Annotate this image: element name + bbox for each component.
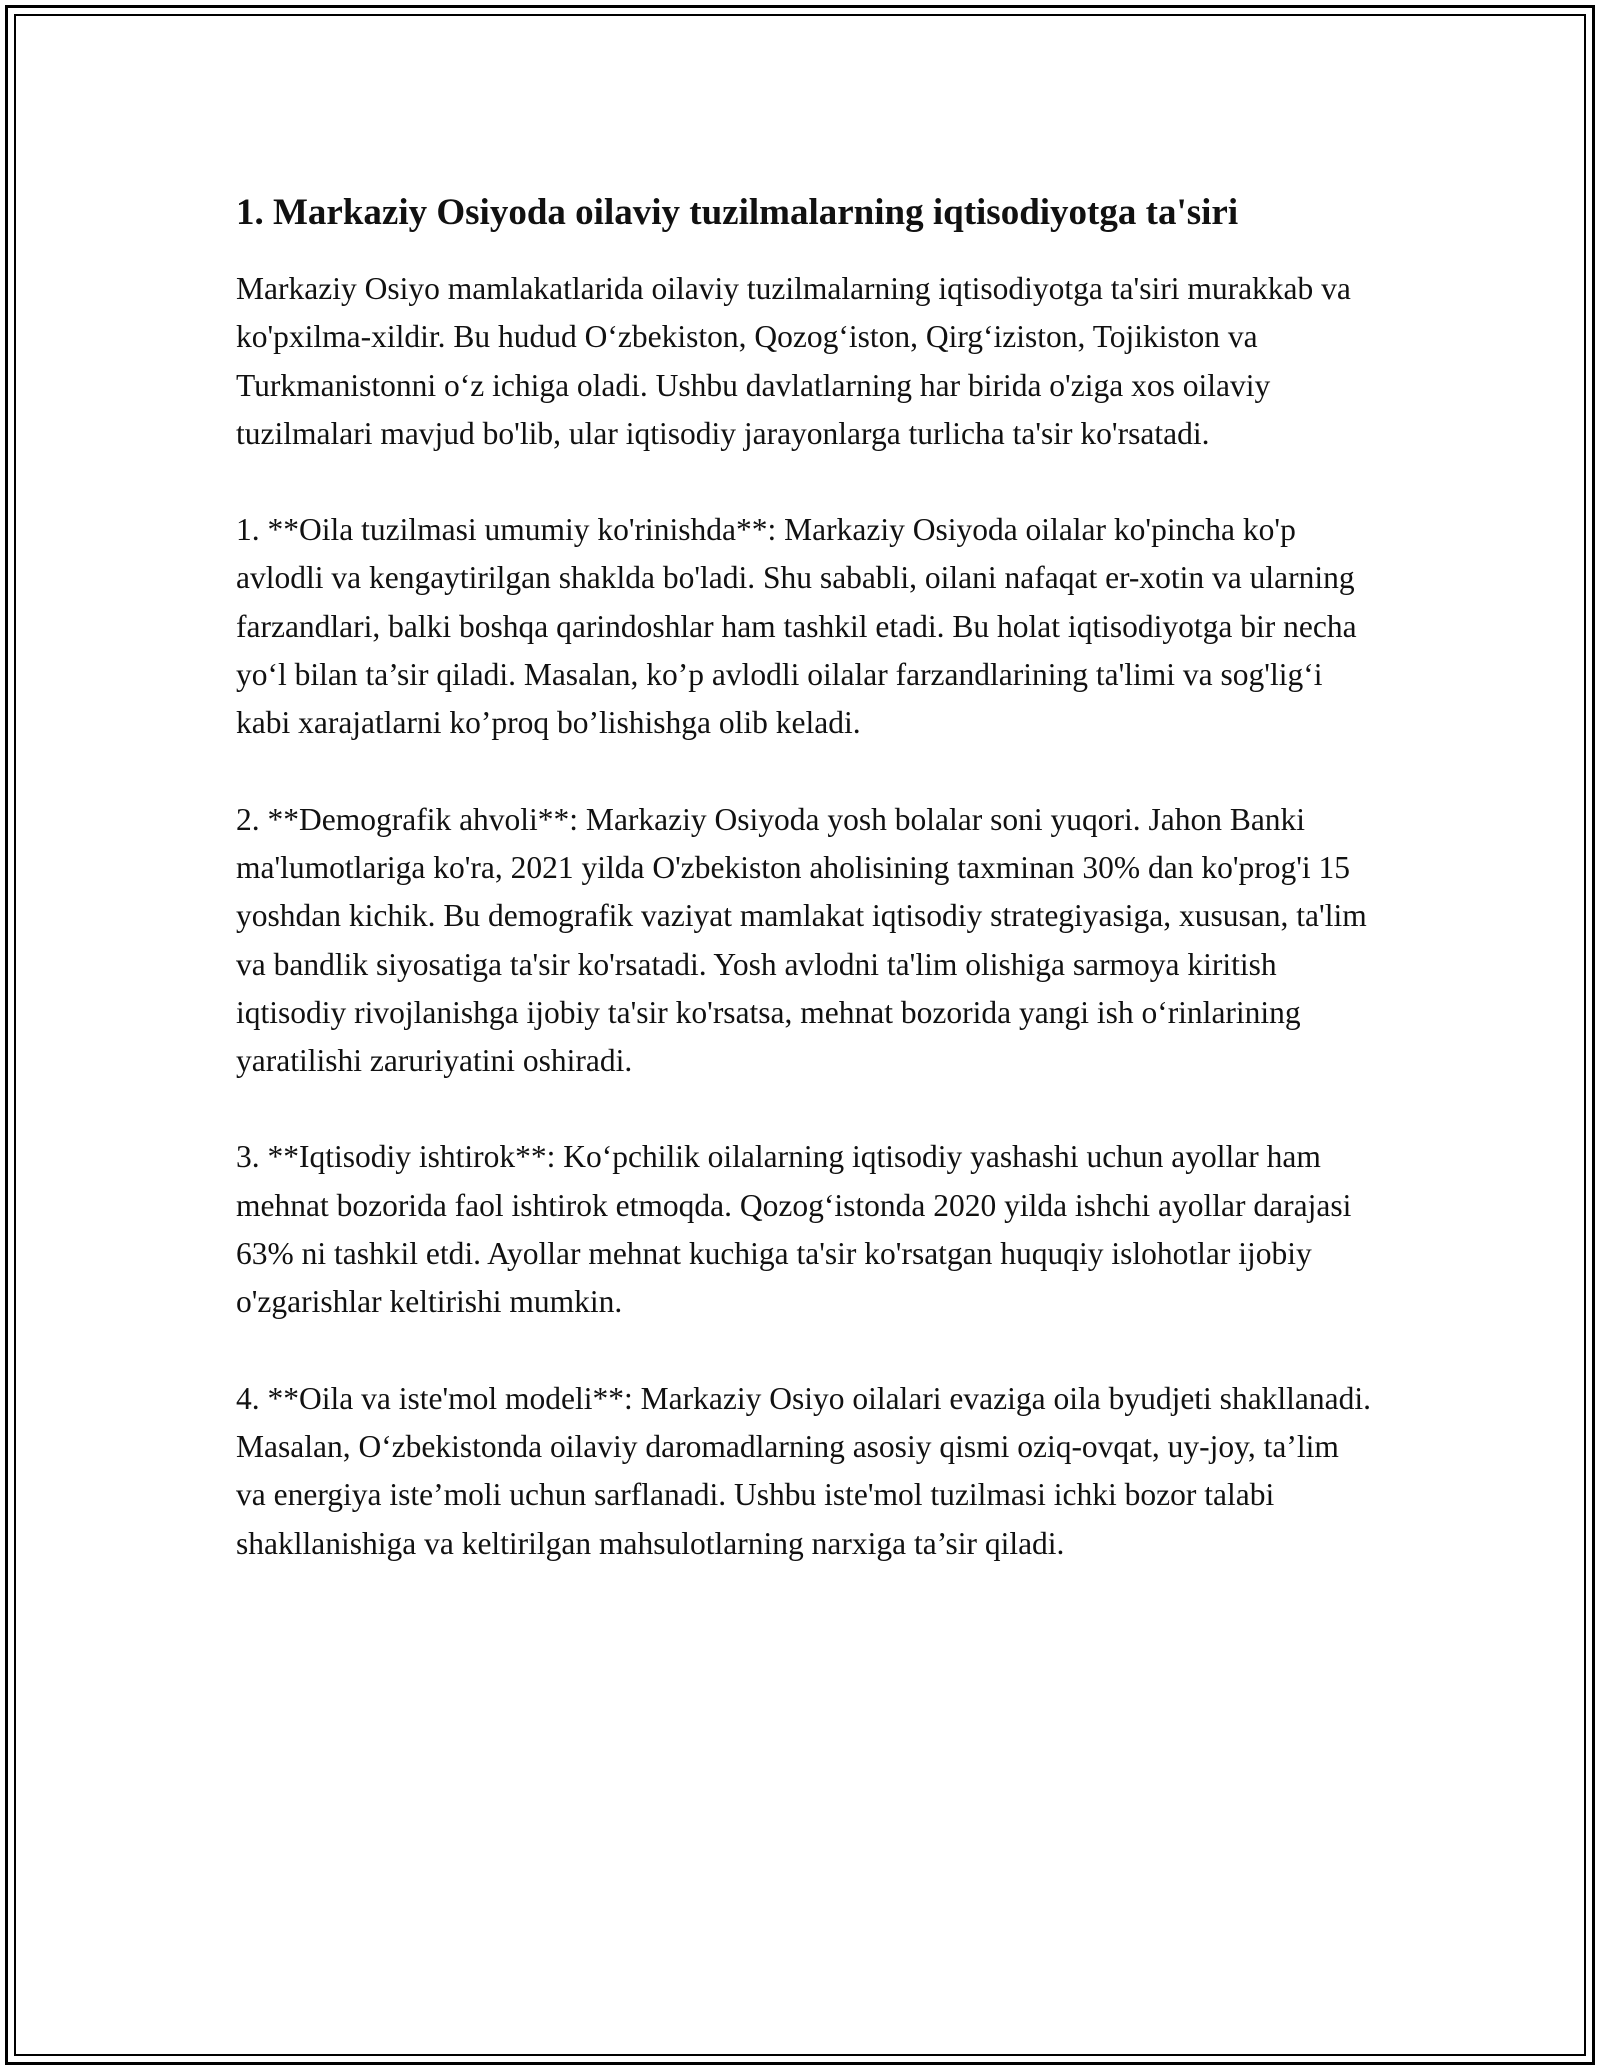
paragraph-family-structure: 1. **Oila tuzilmasi umumiy ko'rinishda**: Markaziy Osiyoda oilalar ko'pincha ko'p avlodli va kengaytirilgan shaklda bo'ladi. Shu sababli, oilani nafaqat er-xotin va ularning farzandlari, balki boshqa qarindoshlar ham tashkil etadi. Bu holat iqtisodiyotga bir necha yo‘l bilan ta’sir qiladi. Masalan, ko’p avlodli oilalar farzandlarining ta'limi va sog'lig‘i kabi xarajatlarni ko’proq bo’lishishga olib keladi. <box>236 512 1357 741</box>
document-body <box>236 186 1372 1616</box>
document-title: 1. Markaziy Osiyoda oilaviy tuzilmalarning iqtisodiyotga ta'siri <box>236 192 1239 233</box>
paragraph-economic-participation: 3. **Iqtisodiy ishtirok**: Ko‘pchilik oilalarning iqtisodiy yashashi uchun ayollar ham mehnat bozorida faol ishtirok etmoqda. Qozog‘istonda 2020 yilda ishchi ayollar darajasi 63% ni tashkil etdi. Ayollar mehnat kuchiga ta'sir ko'rsatgan huquqiy islohotlar ijobiy o'zgarishlar keltirishi mumkin. <box>236 1139 1352 1320</box>
paragraph-consumption-model: 4. **Oila va iste'mol modeli**: Markaziy Osiyo oilalari evaziga oila byudjeti shakllanadi. Masalan, O‘zbekistonda oilaviy daromadlarning asosiy qismi oziq-ovqat, uy-joy, ta’lim va energiya iste’moli uchun sarflanadi. Ushbu iste'mol tuzilmasi ichki bozor talabi shakllanishiga va keltirilgan mahsulotlarning narxiga ta’sir qiladi. <box>236 1380 1372 1561</box>
paragraph-demographics: 2. **Demografik ahvoli**: Markaziy Osiyoda yosh bolalar soni yuqori. Jahon Banki ma'lumotlariga ko'ra, 2021 yilda O'zbekiston aholisining taxminan 30% dan ko'prog'i 15 yoshdan kichik. Bu demografik vaziyat mamlakat iqtisodiy strategiyasiga, xususan, ta'lim va bandlik siyosatiga ta'sir ko'rsatadi. Yosh avlodni ta'lim olishiga sarmoya kiritish iqtisodiy rivojlanishga ijobiy ta'sir ko'rsatsa, mehnat bozorida yangi ish o‘rinlarining yaratilishi zaruriyatini oshiradi. <box>236 801 1367 1079</box>
intro-paragraph: Markaziy Osiyo mamlakatlarida oilaviy tuzilmalarning iqtisodiyotga ta'siri murakkab va ko'pxilma-xildir. Bu hudud O‘zbekiston, Qozog‘iston, Qirg‘iziston, Tojikiston va Turkmanistonni o‘z ichiga oladi. Ushbu davlatlarning har birida o'ziga xos oilaviy tuzilmalari mavjud bo'lib, ular iqtisodiy jarayonlarga turlicha ta'sir ko'rsatadi. <box>236 271 1351 451</box>
